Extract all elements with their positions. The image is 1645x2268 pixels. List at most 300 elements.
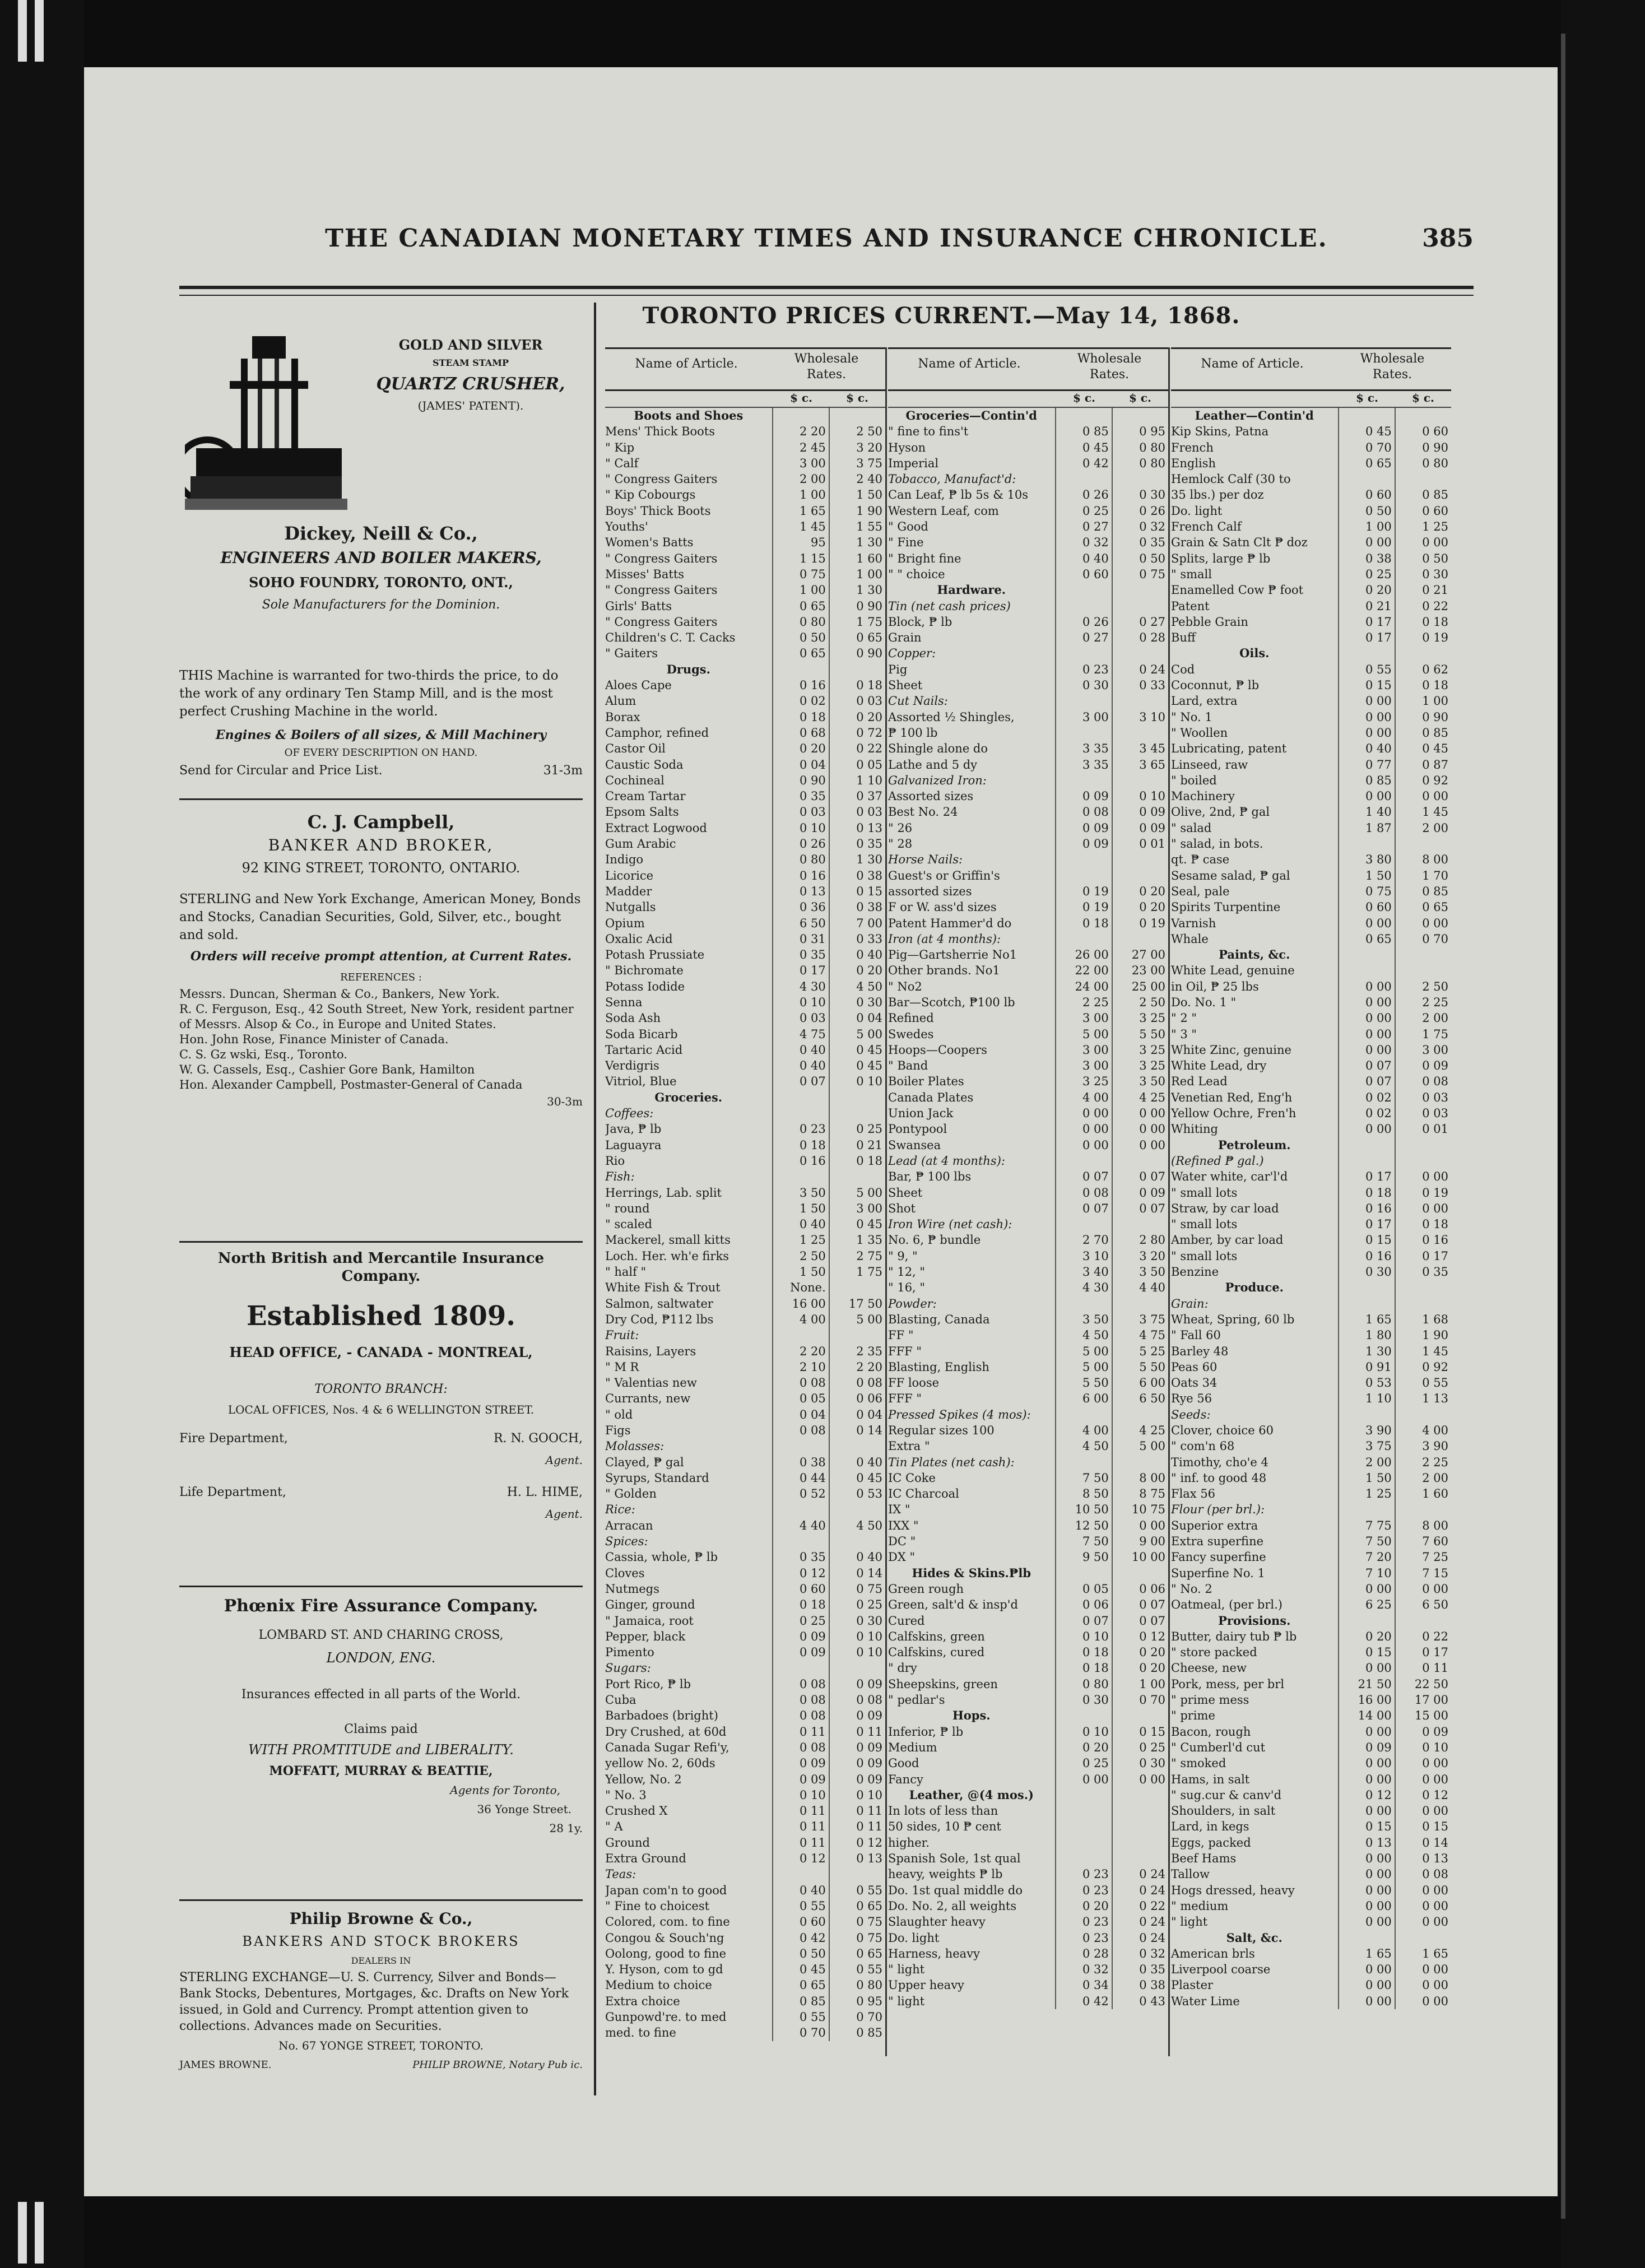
article-name: FF " bbox=[888, 1328, 914, 1342]
price-high: 5 00 bbox=[829, 1312, 885, 1327]
price-low: 0 12 bbox=[1338, 1787, 1395, 1803]
price-high: 0 25 bbox=[829, 1597, 885, 1612]
price-row bbox=[605, 709, 885, 725]
article-name: " Golden bbox=[605, 1487, 657, 1501]
price-low: 0 00 bbox=[1338, 994, 1395, 1010]
ad-text: Life Department, bbox=[179, 1485, 286, 1499]
article-name: 35 lbs.) per doz bbox=[1171, 488, 1264, 502]
article-name: Y. Hyson, com to gd bbox=[605, 1963, 723, 1977]
article-name: Oats 34 bbox=[1171, 1376, 1218, 1390]
price-row bbox=[605, 963, 885, 978]
price-low: 0 00 bbox=[1338, 1803, 1395, 1819]
price-low: 0 00 bbox=[1338, 1914, 1395, 1930]
section-heading bbox=[605, 662, 885, 677]
price-low bbox=[1055, 1851, 1112, 1866]
ad-text: Agents for Toronto, bbox=[450, 1783, 560, 1797]
price-low: 0 65 bbox=[772, 598, 829, 614]
price-row bbox=[605, 1962, 885, 1977]
price-low: 0 75 bbox=[1338, 884, 1395, 899]
price-row bbox=[888, 709, 1168, 725]
price-low: 0 00 bbox=[1338, 1993, 1395, 2009]
price-high: 0 10 bbox=[829, 1787, 885, 1803]
price-high bbox=[1112, 1835, 1168, 1851]
section-heading bbox=[1171, 1930, 1451, 1946]
price-high: 0 24 bbox=[1112, 662, 1168, 677]
ad-subtitle: ENGINEERS AND BOILER MAKERS, bbox=[220, 549, 542, 567]
ad-title: Phœnix Fire Assurance Company. bbox=[224, 1596, 538, 1616]
table-header bbox=[605, 347, 885, 391]
article-name: Extra Ground bbox=[605, 1852, 686, 1866]
price-low: 0 26 bbox=[1055, 487, 1112, 503]
price-high: 0 11 bbox=[1395, 1660, 1451, 1676]
price-row bbox=[605, 773, 885, 788]
price-row bbox=[1171, 1248, 1451, 1264]
article-name: American brls bbox=[1171, 1946, 1255, 1960]
price-low: 0 07 bbox=[1338, 1058, 1395, 1073]
price-low: 0 52 bbox=[772, 1486, 829, 1502]
price-high: 0 45 bbox=[829, 1042, 885, 1058]
price-low: 1 65 bbox=[772, 503, 829, 519]
price-high bbox=[1395, 408, 1451, 424]
article-name: " scaled bbox=[605, 1217, 652, 1231]
price-high: 4 40 bbox=[1112, 1280, 1168, 1295]
price-row bbox=[888, 1423, 1168, 1438]
price-high: 2 20 bbox=[829, 1359, 885, 1375]
price-low: 0 10 bbox=[772, 994, 829, 1010]
article-name: " Bright fine bbox=[888, 551, 961, 565]
price-high: 3 75 bbox=[829, 456, 885, 471]
price-low: 3 40 bbox=[1055, 1264, 1112, 1280]
price-row bbox=[1171, 1058, 1451, 1073]
price-row bbox=[888, 630, 1168, 645]
price-low: 0 16 bbox=[1338, 1248, 1395, 1264]
price-high: 0 60 bbox=[1395, 503, 1451, 519]
price-low: 3 50 bbox=[772, 1185, 829, 1201]
price-high: 0 00 bbox=[1395, 1914, 1451, 1930]
price-high bbox=[1112, 1708, 1168, 1723]
price-high: 0 50 bbox=[1395, 551, 1451, 566]
article-name: Calfskins, green bbox=[888, 1629, 985, 1643]
price-row bbox=[605, 820, 885, 836]
price-high: 0 30 bbox=[1112, 487, 1168, 503]
article-name: heavy, weights ₱ lb bbox=[888, 1867, 1003, 1881]
price-low: 0 45 bbox=[1338, 424, 1395, 439]
price-row bbox=[1171, 1296, 1451, 1312]
price-row bbox=[605, 1058, 885, 1073]
price-high: 0 12 bbox=[829, 1835, 885, 1851]
price-high: 2 50 bbox=[829, 424, 885, 439]
article-name: Hemlock Calf (30 to bbox=[1171, 472, 1291, 486]
price-low: 0 30 bbox=[1055, 677, 1112, 693]
price-low: 0 09 bbox=[1055, 836, 1112, 852]
article-name: " salad bbox=[1171, 821, 1212, 835]
price-high bbox=[829, 1866, 885, 1882]
price-low: 0 20 bbox=[772, 741, 829, 756]
price-row bbox=[605, 1772, 885, 1787]
price-row bbox=[1171, 1819, 1451, 1834]
page-number: 385 bbox=[1422, 224, 1474, 253]
price-low: 0 10 bbox=[1055, 1629, 1112, 1644]
price-low: 0 77 bbox=[1338, 757, 1395, 773]
price-row bbox=[1171, 1866, 1451, 1882]
price-high: 0 11 bbox=[829, 1724, 885, 1740]
price-row bbox=[888, 1676, 1168, 1692]
ad-campbell bbox=[179, 810, 583, 1110]
article-name: Cream Tartar bbox=[605, 789, 686, 803]
article-name: Swansea bbox=[888, 1138, 941, 1152]
price-row bbox=[605, 1359, 885, 1375]
article-name: Calfskins, cured bbox=[888, 1646, 985, 1660]
price-row bbox=[1171, 1344, 1451, 1359]
price-high bbox=[1112, 1565, 1168, 1581]
price-row bbox=[1171, 1676, 1451, 1692]
price-row bbox=[1171, 1787, 1451, 1803]
article-name: Horse Nails: bbox=[888, 853, 963, 867]
price-row bbox=[605, 947, 885, 963]
article-name: Canada Sugar Refi'y, bbox=[605, 1740, 729, 1754]
section-heading bbox=[605, 1090, 885, 1105]
price-row bbox=[605, 1676, 885, 1692]
price-row bbox=[1171, 598, 1451, 614]
article-name: English bbox=[1171, 456, 1216, 470]
price-low: 0 42 bbox=[1055, 1993, 1112, 2009]
ad-text: MOFFATT, MURRAY & BEATTIE, bbox=[269, 1764, 493, 1778]
article-name: Canada Plates bbox=[888, 1090, 974, 1104]
price-low: 0 18 bbox=[1338, 1185, 1395, 1201]
price-row bbox=[1171, 868, 1451, 884]
price-high: 25 00 bbox=[1112, 979, 1168, 994]
price-low: 0 70 bbox=[1338, 440, 1395, 456]
price-high: 0 15 bbox=[1112, 1724, 1168, 1740]
price-high: 3 25 bbox=[1112, 1042, 1168, 1058]
article-name: Pork, mess, per brl bbox=[1171, 1677, 1285, 1691]
price-row bbox=[888, 487, 1168, 503]
price-row bbox=[888, 1264, 1168, 1280]
price-high: 1 68 bbox=[1395, 1312, 1451, 1327]
price-low: 6 00 bbox=[1055, 1391, 1112, 1406]
price-row bbox=[605, 1264, 885, 1280]
section-heading bbox=[888, 1708, 1168, 1723]
price-high bbox=[1112, 645, 1168, 661]
price-low: 24 00 bbox=[1055, 979, 1112, 994]
article-name: Western Leaf, com bbox=[888, 504, 999, 518]
ad-reference: Hon. John Rose, Finance Minister of Canada. bbox=[179, 1033, 449, 1046]
article-name: " 16, " bbox=[888, 1281, 926, 1295]
price-row bbox=[888, 1581, 1168, 1597]
price-low: 1 40 bbox=[1338, 804, 1395, 820]
article-name: Good bbox=[888, 1756, 919, 1770]
price-high: 0 75 bbox=[829, 1581, 885, 1597]
article-name: ₱ 100 lb bbox=[888, 726, 938, 740]
price-row bbox=[1171, 852, 1451, 867]
price-row bbox=[888, 1755, 1168, 1771]
price-high: 15 00 bbox=[1395, 1708, 1451, 1723]
section-heading bbox=[888, 582, 1168, 598]
ad-subtitle: BANKER AND BROKER, bbox=[268, 836, 494, 854]
price-row bbox=[888, 1930, 1168, 1946]
price-row bbox=[1171, 1533, 1451, 1549]
film-mark bbox=[35, 2202, 44, 2264]
article-name: Rye 56 bbox=[1171, 1392, 1212, 1406]
price-low: 0 00 bbox=[1338, 1755, 1395, 1771]
article-name: " 2 " bbox=[1171, 1011, 1197, 1025]
price-low: 0 44 bbox=[772, 1470, 829, 1486]
article-name: " Jamaica, root bbox=[605, 1614, 694, 1628]
price-row bbox=[605, 1740, 885, 1755]
price-high bbox=[829, 1090, 885, 1105]
article-name: " Kip bbox=[605, 440, 635, 454]
article-name: Straw, by car load bbox=[1171, 1201, 1279, 1215]
price-low bbox=[1055, 1803, 1112, 1819]
article-name: Fish: bbox=[605, 1170, 635, 1184]
price-high: 0 00 bbox=[1112, 1121, 1168, 1137]
price-low: 0 25 bbox=[1055, 1755, 1112, 1771]
price-row bbox=[605, 1613, 885, 1629]
price-row bbox=[888, 1851, 1168, 1866]
price-high: 0 01 bbox=[1112, 836, 1168, 852]
price-high: 0 08 bbox=[829, 1375, 885, 1391]
price-low bbox=[1338, 963, 1395, 978]
price-high: 0 07 bbox=[1112, 1613, 1168, 1629]
price-low: 1 45 bbox=[772, 519, 829, 535]
price-high: 2 00 bbox=[1395, 1010, 1451, 1026]
price-row bbox=[888, 1724, 1168, 1740]
price-low: 5 00 bbox=[1055, 1026, 1112, 1042]
price-low: 0 08 bbox=[772, 1423, 829, 1438]
price-low: 0 23 bbox=[1055, 1866, 1112, 1882]
article-name: " small lots bbox=[1171, 1249, 1238, 1263]
price-high: 0 95 bbox=[829, 1993, 885, 2009]
units-label: $ c. bbox=[789, 391, 813, 405]
price-high: 3 25 bbox=[1112, 1010, 1168, 1026]
article-name: FFF " bbox=[888, 1392, 922, 1406]
article-name: " Kip Cobourgs bbox=[605, 488, 696, 502]
article-name: " sug.cur & canv'd bbox=[1171, 1788, 1282, 1802]
ad-text: Claims paid bbox=[344, 1722, 418, 1736]
price-high: 0 11 bbox=[829, 1819, 885, 1834]
price-high bbox=[829, 1280, 885, 1295]
ad-address: SOHO FOUNDRY, TORONTO, ONT., bbox=[249, 574, 513, 591]
article-name: Coffees: bbox=[605, 1107, 654, 1121]
article-name: 50 sides, 10 ₱ cent bbox=[888, 1820, 1001, 1834]
price-low: 0 00 bbox=[1338, 1772, 1395, 1787]
article-name: Syrups, Standard bbox=[605, 1471, 709, 1485]
price-row bbox=[1171, 1312, 1451, 1327]
price-high: 1 45 bbox=[1395, 1344, 1451, 1359]
article-name: Boots and Shoes bbox=[634, 408, 743, 422]
price-low bbox=[772, 1169, 829, 1184]
price-row bbox=[888, 1169, 1168, 1184]
price-low: 0 40 bbox=[772, 1883, 829, 1898]
price-high: 0 90 bbox=[1395, 440, 1451, 456]
article-name: Lard, in kegs bbox=[1171, 1820, 1249, 1834]
price-high: 0 75 bbox=[829, 1930, 885, 1946]
price-high bbox=[1395, 1613, 1451, 1629]
price-row bbox=[1171, 709, 1451, 725]
price-row bbox=[1171, 456, 1451, 471]
ad-text: TORONTO BRANCH: bbox=[314, 1382, 448, 1396]
price-high bbox=[1112, 1851, 1168, 1866]
price-high: 4 50 bbox=[829, 1518, 885, 1533]
price-low: 0 08 bbox=[1055, 804, 1112, 820]
price-high: 4 50 bbox=[829, 979, 885, 994]
price-high: 0 19 bbox=[1395, 630, 1451, 645]
units-label: $ c. bbox=[845, 391, 869, 405]
price-high: 0 80 bbox=[829, 1977, 885, 1993]
price-row bbox=[888, 614, 1168, 630]
price-high: 0 00 bbox=[1395, 1883, 1451, 1898]
price-low: 0 17 bbox=[1338, 1169, 1395, 1184]
article-name: DC " bbox=[888, 1535, 916, 1549]
price-high: 0 17 bbox=[1395, 1644, 1451, 1660]
price-row bbox=[888, 1502, 1168, 1517]
price-row bbox=[605, 1581, 885, 1597]
price-low: 0 25 bbox=[1338, 566, 1395, 582]
article-name: Vitriol, Blue bbox=[605, 1075, 677, 1089]
price-row bbox=[1171, 614, 1451, 630]
article-name: Salmon, saltwater bbox=[605, 1296, 713, 1310]
price-high bbox=[1112, 773, 1168, 788]
price-low: 0 00 bbox=[1338, 1962, 1395, 1977]
price-row bbox=[1171, 1518, 1451, 1533]
price-high: 0 75 bbox=[1112, 566, 1168, 582]
article-name: F or W. ass'd sizes bbox=[888, 900, 997, 914]
article-name: Spanish Sole, 1st qual bbox=[888, 1852, 1021, 1866]
price-low: 4 00 bbox=[1055, 1423, 1112, 1438]
price-low: 0 23 bbox=[1055, 662, 1112, 677]
article-name: Hams, in salt bbox=[1171, 1772, 1250, 1786]
price-low: 0 75 bbox=[772, 566, 829, 582]
price-high: 1 30 bbox=[829, 852, 885, 867]
advertisements-column bbox=[179, 303, 583, 2095]
price-row bbox=[1171, 1883, 1451, 1898]
price-low: 0 30 bbox=[1338, 1264, 1395, 1280]
price-high: 0 05 bbox=[829, 757, 885, 773]
price-low bbox=[1338, 471, 1395, 487]
article-name: Arracan bbox=[605, 1518, 653, 1532]
price-row bbox=[605, 836, 885, 852]
price-low: 0 00 bbox=[1338, 915, 1395, 931]
article-name: " dry bbox=[888, 1661, 917, 1675]
article-name: Patent bbox=[1171, 599, 1210, 613]
price-high: 3 90 bbox=[1395, 1438, 1451, 1454]
article-name: " Calf bbox=[605, 456, 639, 470]
price-high: 0 65 bbox=[1395, 899, 1451, 915]
price-low: 0 07 bbox=[1338, 1073, 1395, 1089]
price-high bbox=[829, 1438, 885, 1454]
price-low: 4 30 bbox=[1055, 1280, 1112, 1295]
price-row bbox=[1171, 804, 1451, 820]
price-high bbox=[1112, 1454, 1168, 1470]
ad-reference: Hon. Alexander Campbell, Postmaster-General of Canada bbox=[179, 1078, 523, 1091]
price-row bbox=[1171, 503, 1451, 519]
price-low: 1 65 bbox=[1338, 1312, 1395, 1327]
article-name: Whiting bbox=[1171, 1122, 1218, 1136]
price-high: 7 00 bbox=[829, 915, 885, 931]
price-row bbox=[605, 1597, 885, 1612]
article-name: Sheet bbox=[888, 1186, 923, 1200]
price-low: 95 bbox=[772, 535, 829, 550]
article-name: Cloves bbox=[605, 1566, 645, 1580]
article-name: Soda Bicarb bbox=[605, 1027, 678, 1041]
price-row bbox=[605, 693, 885, 709]
price-high: 0 85 bbox=[1395, 725, 1451, 741]
price-high: 1 00 bbox=[1395, 693, 1451, 709]
article-name: Lead (at 4 months): bbox=[888, 1154, 1005, 1168]
price-low: 0 00 bbox=[1338, 788, 1395, 804]
article-name: " boiled bbox=[1171, 773, 1217, 787]
price-row bbox=[1171, 1090, 1451, 1105]
price-high: 0 09 bbox=[829, 1676, 885, 1692]
price-low: 0 10 bbox=[772, 1787, 829, 1803]
price-low: 1 87 bbox=[1338, 820, 1395, 836]
price-high: 9 00 bbox=[1112, 1533, 1168, 1549]
price-low: 16 00 bbox=[1338, 1692, 1395, 1708]
price-low: 0 00 bbox=[1338, 1010, 1395, 1026]
price-low: 7 20 bbox=[1338, 1549, 1395, 1565]
price-high: 3 45 bbox=[1112, 741, 1168, 756]
price-row bbox=[605, 1201, 885, 1216]
price-low bbox=[1338, 947, 1395, 963]
price-high bbox=[829, 1502, 885, 1517]
article-name: " No. 2 bbox=[1171, 1582, 1212, 1596]
price-high: 0 00 bbox=[1395, 1962, 1451, 1977]
price-high: 1 60 bbox=[1395, 1486, 1451, 1502]
price-row bbox=[888, 915, 1168, 931]
ad-text: Sole Manufacturers for the Dominion. bbox=[262, 598, 500, 612]
price-row bbox=[888, 471, 1168, 487]
price-row bbox=[605, 1423, 885, 1438]
units-row bbox=[888, 391, 1168, 408]
price-high: 0 00 bbox=[1395, 915, 1451, 931]
article-name: Sesame salad, ₱ gal bbox=[1171, 868, 1290, 882]
article-name: " Woollen bbox=[1171, 726, 1228, 740]
price-low: 26 00 bbox=[1055, 947, 1112, 963]
article-name: Superfine No. 1 bbox=[1171, 1566, 1265, 1580]
price-row bbox=[605, 471, 885, 487]
price-low: 0 26 bbox=[1055, 614, 1112, 630]
price-low: 0 07 bbox=[1055, 1169, 1112, 1184]
price-row bbox=[605, 1296, 885, 1312]
price-row bbox=[1171, 1407, 1451, 1423]
article-name: Oxalic Acid bbox=[605, 932, 673, 946]
price-high: 0 18 bbox=[1395, 677, 1451, 693]
price-high: 0 45 bbox=[829, 1058, 885, 1073]
price-row bbox=[888, 1883, 1168, 1898]
price-row bbox=[888, 979, 1168, 994]
prices-column-3 bbox=[1171, 347, 1451, 2009]
price-low: 0 09 bbox=[1338, 1740, 1395, 1755]
price-row bbox=[1171, 979, 1451, 994]
price-row bbox=[605, 1438, 885, 1454]
price-row bbox=[605, 535, 885, 550]
price-low: 0 35 bbox=[772, 788, 829, 804]
price-row bbox=[888, 1533, 1168, 1549]
article-name: " 12, " bbox=[888, 1265, 926, 1279]
units-spacer bbox=[888, 391, 1056, 407]
ad-text bbox=[179, 762, 583, 780]
price-high: 17 50 bbox=[829, 1296, 885, 1312]
price-high: 0 95 bbox=[1112, 424, 1168, 439]
article-name: Cured bbox=[888, 1614, 925, 1628]
price-row bbox=[888, 456, 1168, 471]
price-row bbox=[605, 1930, 885, 1946]
price-row bbox=[605, 1185, 885, 1201]
article-name: Cochineal bbox=[605, 773, 664, 787]
price-row bbox=[888, 868, 1168, 884]
article-name: Medium bbox=[888, 1740, 937, 1754]
price-high: 0 32 bbox=[1112, 519, 1168, 535]
